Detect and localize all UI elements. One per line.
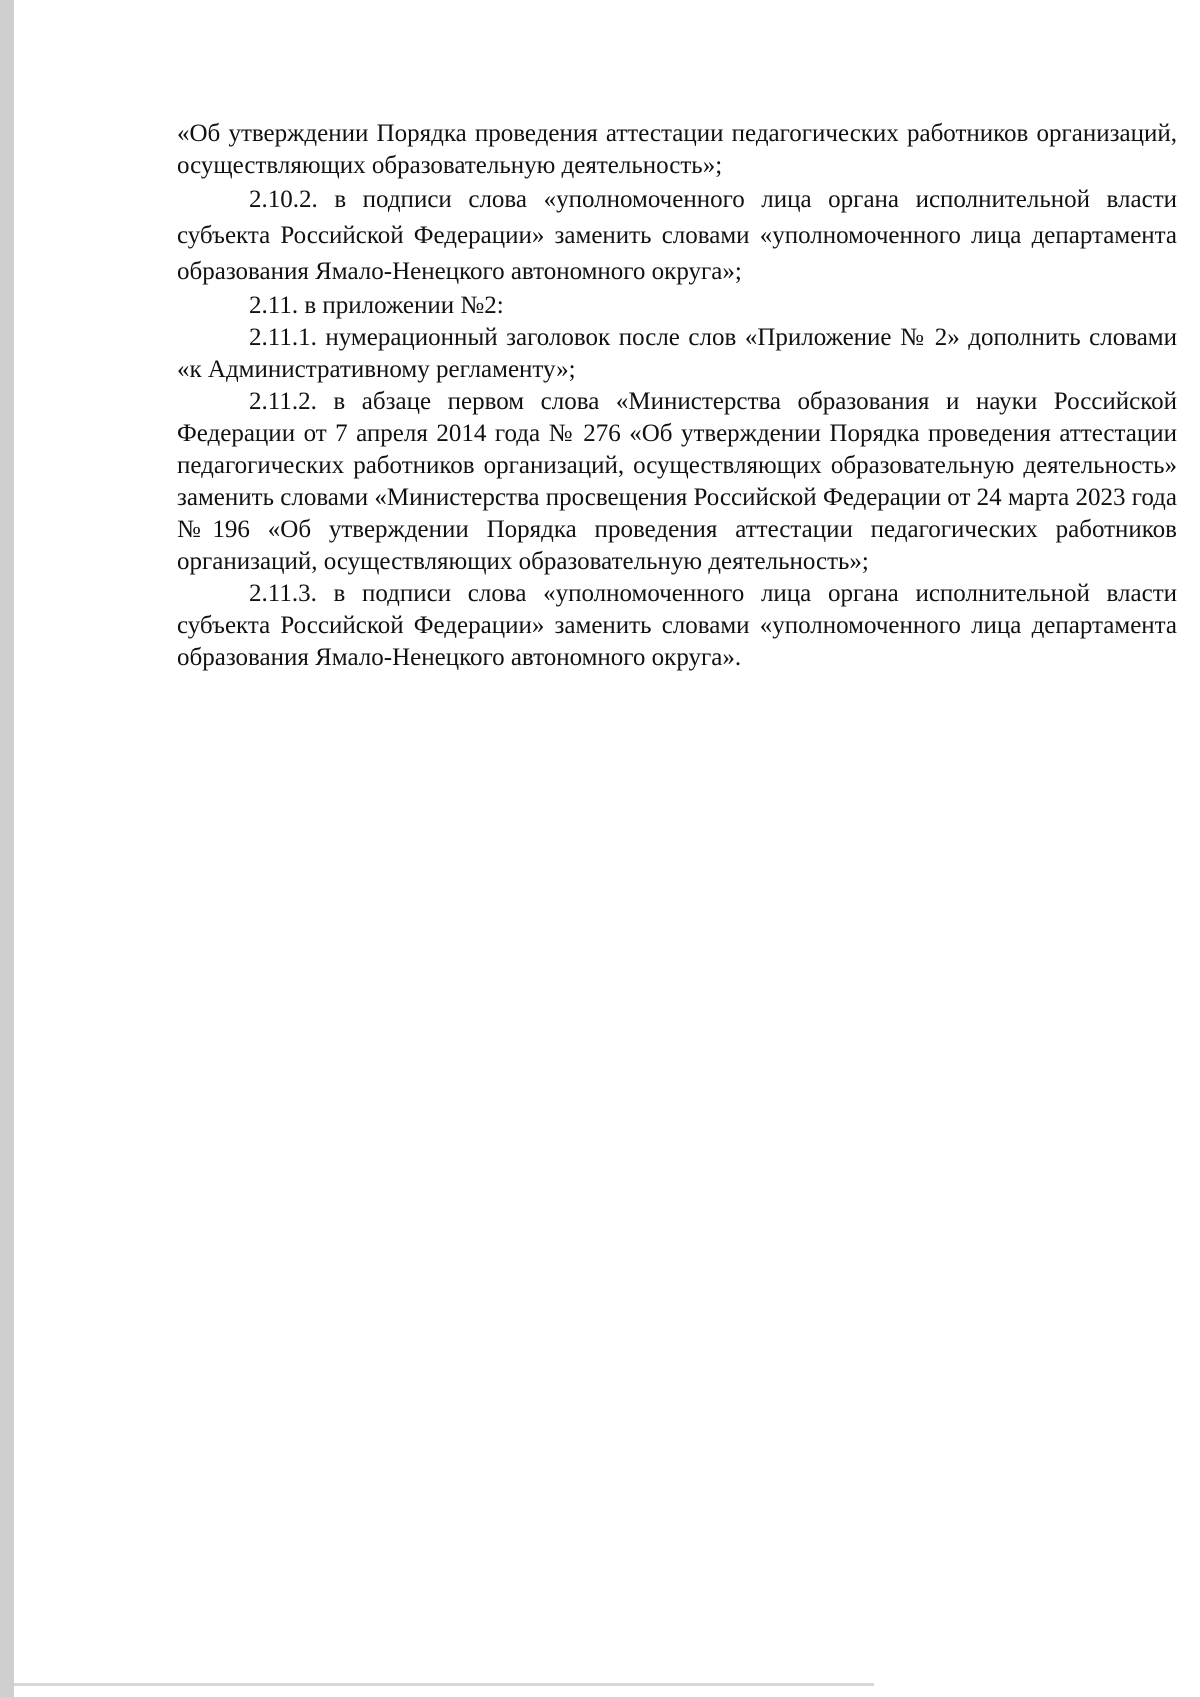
document-body (177, 118, 1177, 674)
paragraph-2-11-1: 2.11.1. нумерационный заголовок после слов «Приложение № 2» дополнить словами «к Административному регламенту»; (177, 324, 1177, 383)
paragraph-2-11-2: 2.11.2. в абзаце первом слова «Министерства образования и науки Российской Федерации от 7 апреля 2014 года № 276 «Об утверждении Порядка проведения аттестации педагогических работников организаций, осуществляющих образовательную деятельность» заменить словами «Министерства просвещения Российской Федерации от 24 марта 2023 года №196 «Об утверждении Порядка проведения аттестации педагогических работников организаций, осуществляющих образовательную деятельность»; (177, 388, 1177, 575)
paragraph-2-10-2: 2.10.2. в подписи слова «уполномоченного лица органа исполнительной власти субъекта Российской Федерации» заменить словами «уполномоченного лица департамента образования Ямало-Ненецкого автономного округа»; (177, 186, 1177, 285)
paragraph-2-11: 2.11. в приложении №2: (249, 292, 504, 319)
paragraph-2-11-3: 2.11.3. в подписи слова «уполномоченного лица органа исполнительной власти субъекта Российской Федерации» заменить словами «уполномоченного лица департамента образования Ямало-Ненецкого автономного округа». (177, 580, 1177, 671)
scan-shadow-left (0, 0, 14, 1697)
paragraph-continuation: «Об утверждении Порядка проведения аттестации педагогических работников организаций, осуществляющих образовательную деятельность»; (177, 120, 1177, 179)
scan-shadow-bottom (14, 1683, 874, 1686)
